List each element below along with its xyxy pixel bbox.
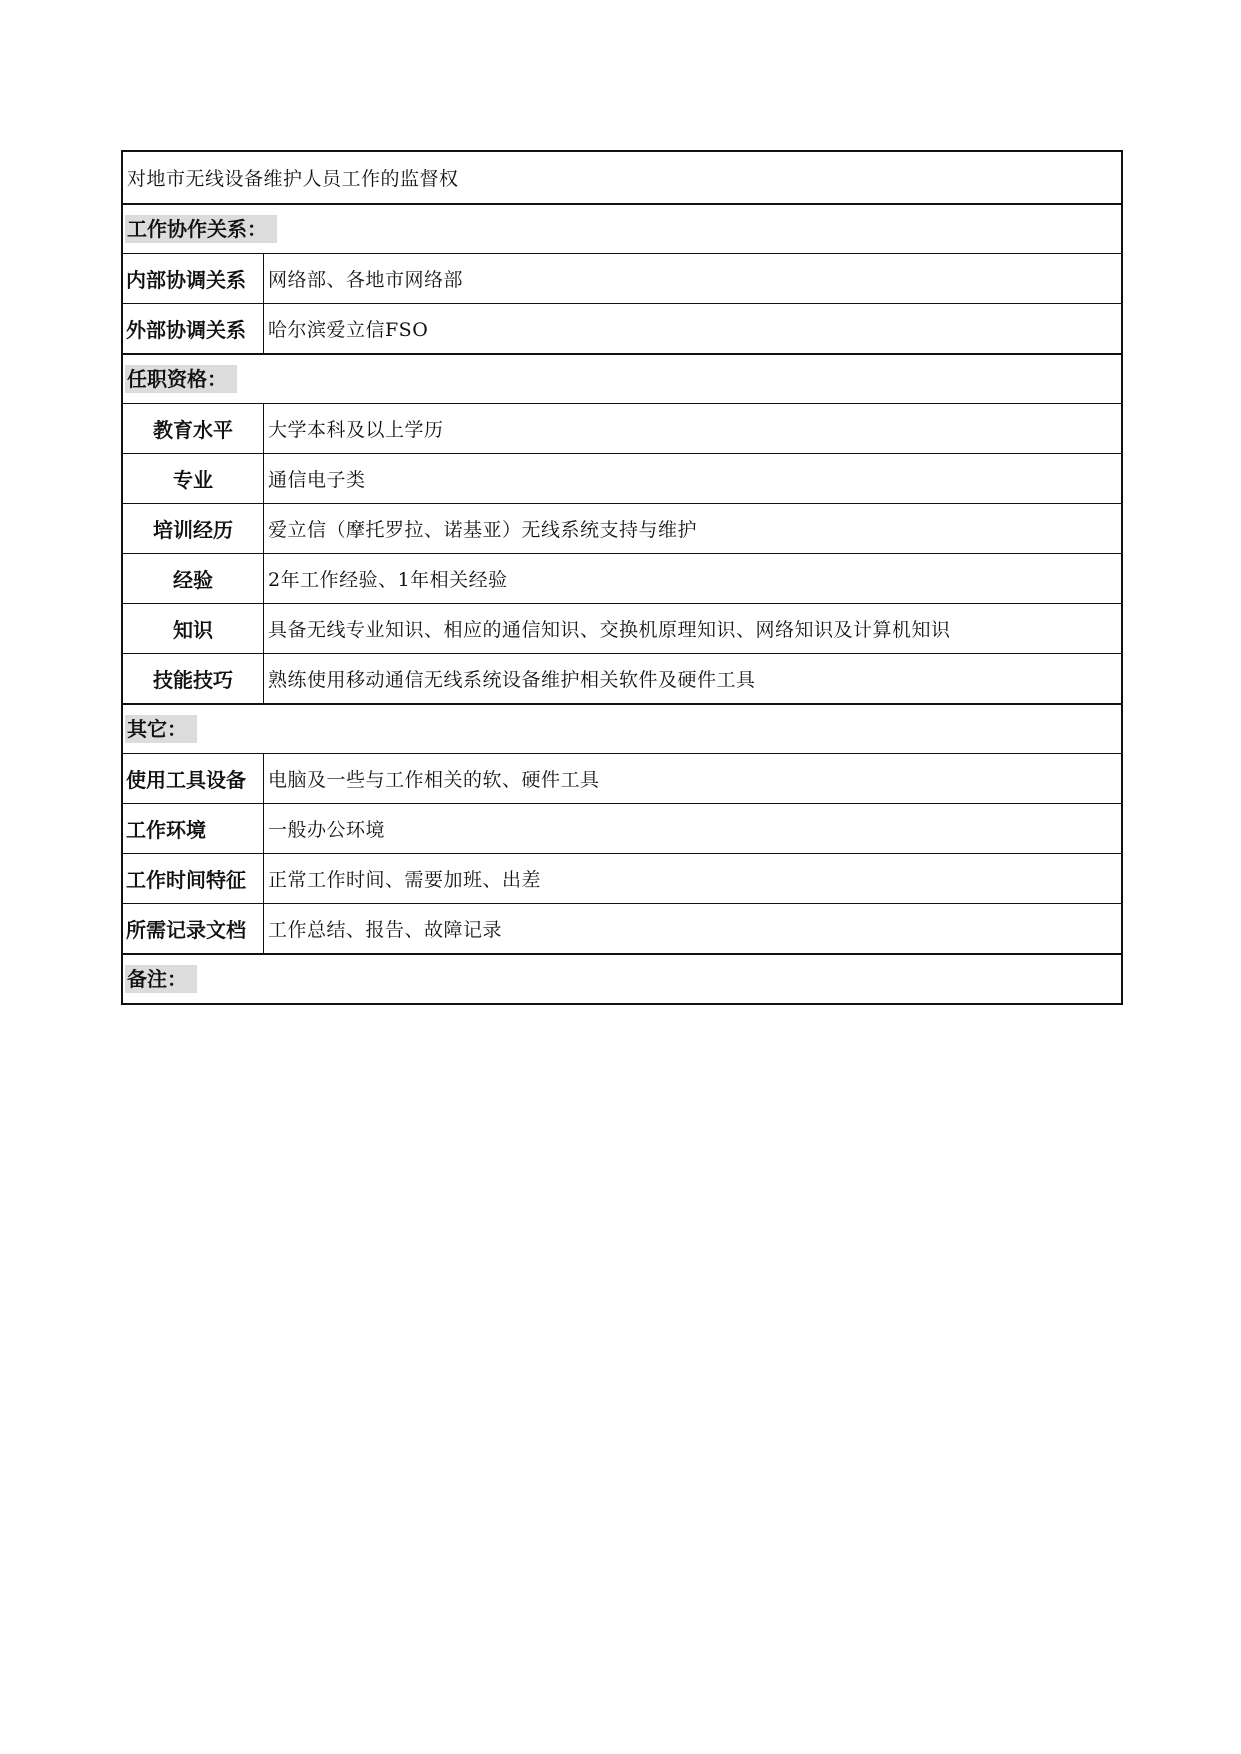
job-description-table	[121, 150, 1123, 1005]
row-label: 技能技巧	[123, 654, 264, 703]
row-training	[123, 503, 1121, 553]
row-value: 一般办公环境	[268, 819, 386, 841]
row-value: 爱立信（摩托罗拉、诺基亚）无线系统支持与维护	[268, 519, 698, 541]
row-external-coordination	[123, 303, 1121, 353]
row-value: 熟练使用移动通信无线系统设备维护相关软件及硬件工具	[268, 669, 756, 691]
row-tools	[123, 753, 1121, 803]
row-value: 大学本科及以上学历	[268, 419, 444, 441]
row-major	[123, 453, 1121, 503]
section-other	[123, 703, 1121, 753]
row-label: 经验	[123, 554, 264, 603]
row-environment	[123, 803, 1121, 853]
row-records	[123, 903, 1121, 953]
row-value: 通信电子类	[268, 469, 366, 491]
row-education	[123, 403, 1121, 453]
row-value: 正常工作时间、需要加班、出差	[268, 869, 542, 891]
section-remarks	[123, 953, 1121, 1003]
row-label: 外部协调关系	[123, 304, 264, 353]
row-internal-coordination	[123, 253, 1121, 303]
row-value: 哈尔滨爱立信FSO	[268, 319, 429, 341]
section-title-remarks: 备注：	[125, 965, 197, 993]
row-value: 网络部、各地市网络部	[268, 269, 464, 291]
row-experience	[123, 553, 1121, 603]
row-value: 工作总结、报告、故障记录	[268, 919, 503, 941]
authority-text: 对地市无线设备维护人员工作的监督权	[127, 168, 459, 190]
section-cooperation	[123, 203, 1121, 253]
row-value: 电脑及一些与工作相关的软、硬件工具	[268, 769, 600, 791]
row-label: 使用工具设备	[123, 754, 264, 803]
row-label: 知识	[123, 604, 264, 653]
row-label: 工作环境	[123, 804, 264, 853]
row-label: 教育水平	[123, 404, 264, 453]
row-label: 内部协调关系	[123, 254, 264, 303]
row-value: 具备无线专业知识、相应的通信知识、交换机原理知识、网络知识及计算机知识	[268, 619, 951, 641]
section-qualification	[123, 353, 1121, 403]
row-knowledge	[123, 603, 1121, 653]
row-skills	[123, 653, 1121, 703]
row-label: 培训经历	[123, 504, 264, 553]
authority-row	[123, 152, 1121, 203]
row-label: 专业	[123, 454, 264, 503]
section-title-other: 其它：	[125, 715, 197, 743]
row-value: 2年工作经验、1年相关经验	[268, 569, 508, 591]
row-work-time	[123, 853, 1121, 903]
section-title-qualification: 任职资格：	[125, 365, 237, 393]
row-label: 工作时间特征	[123, 854, 264, 903]
section-title-cooperation: 工作协作关系：	[125, 215, 277, 243]
row-label: 所需记录文档	[123, 904, 264, 953]
